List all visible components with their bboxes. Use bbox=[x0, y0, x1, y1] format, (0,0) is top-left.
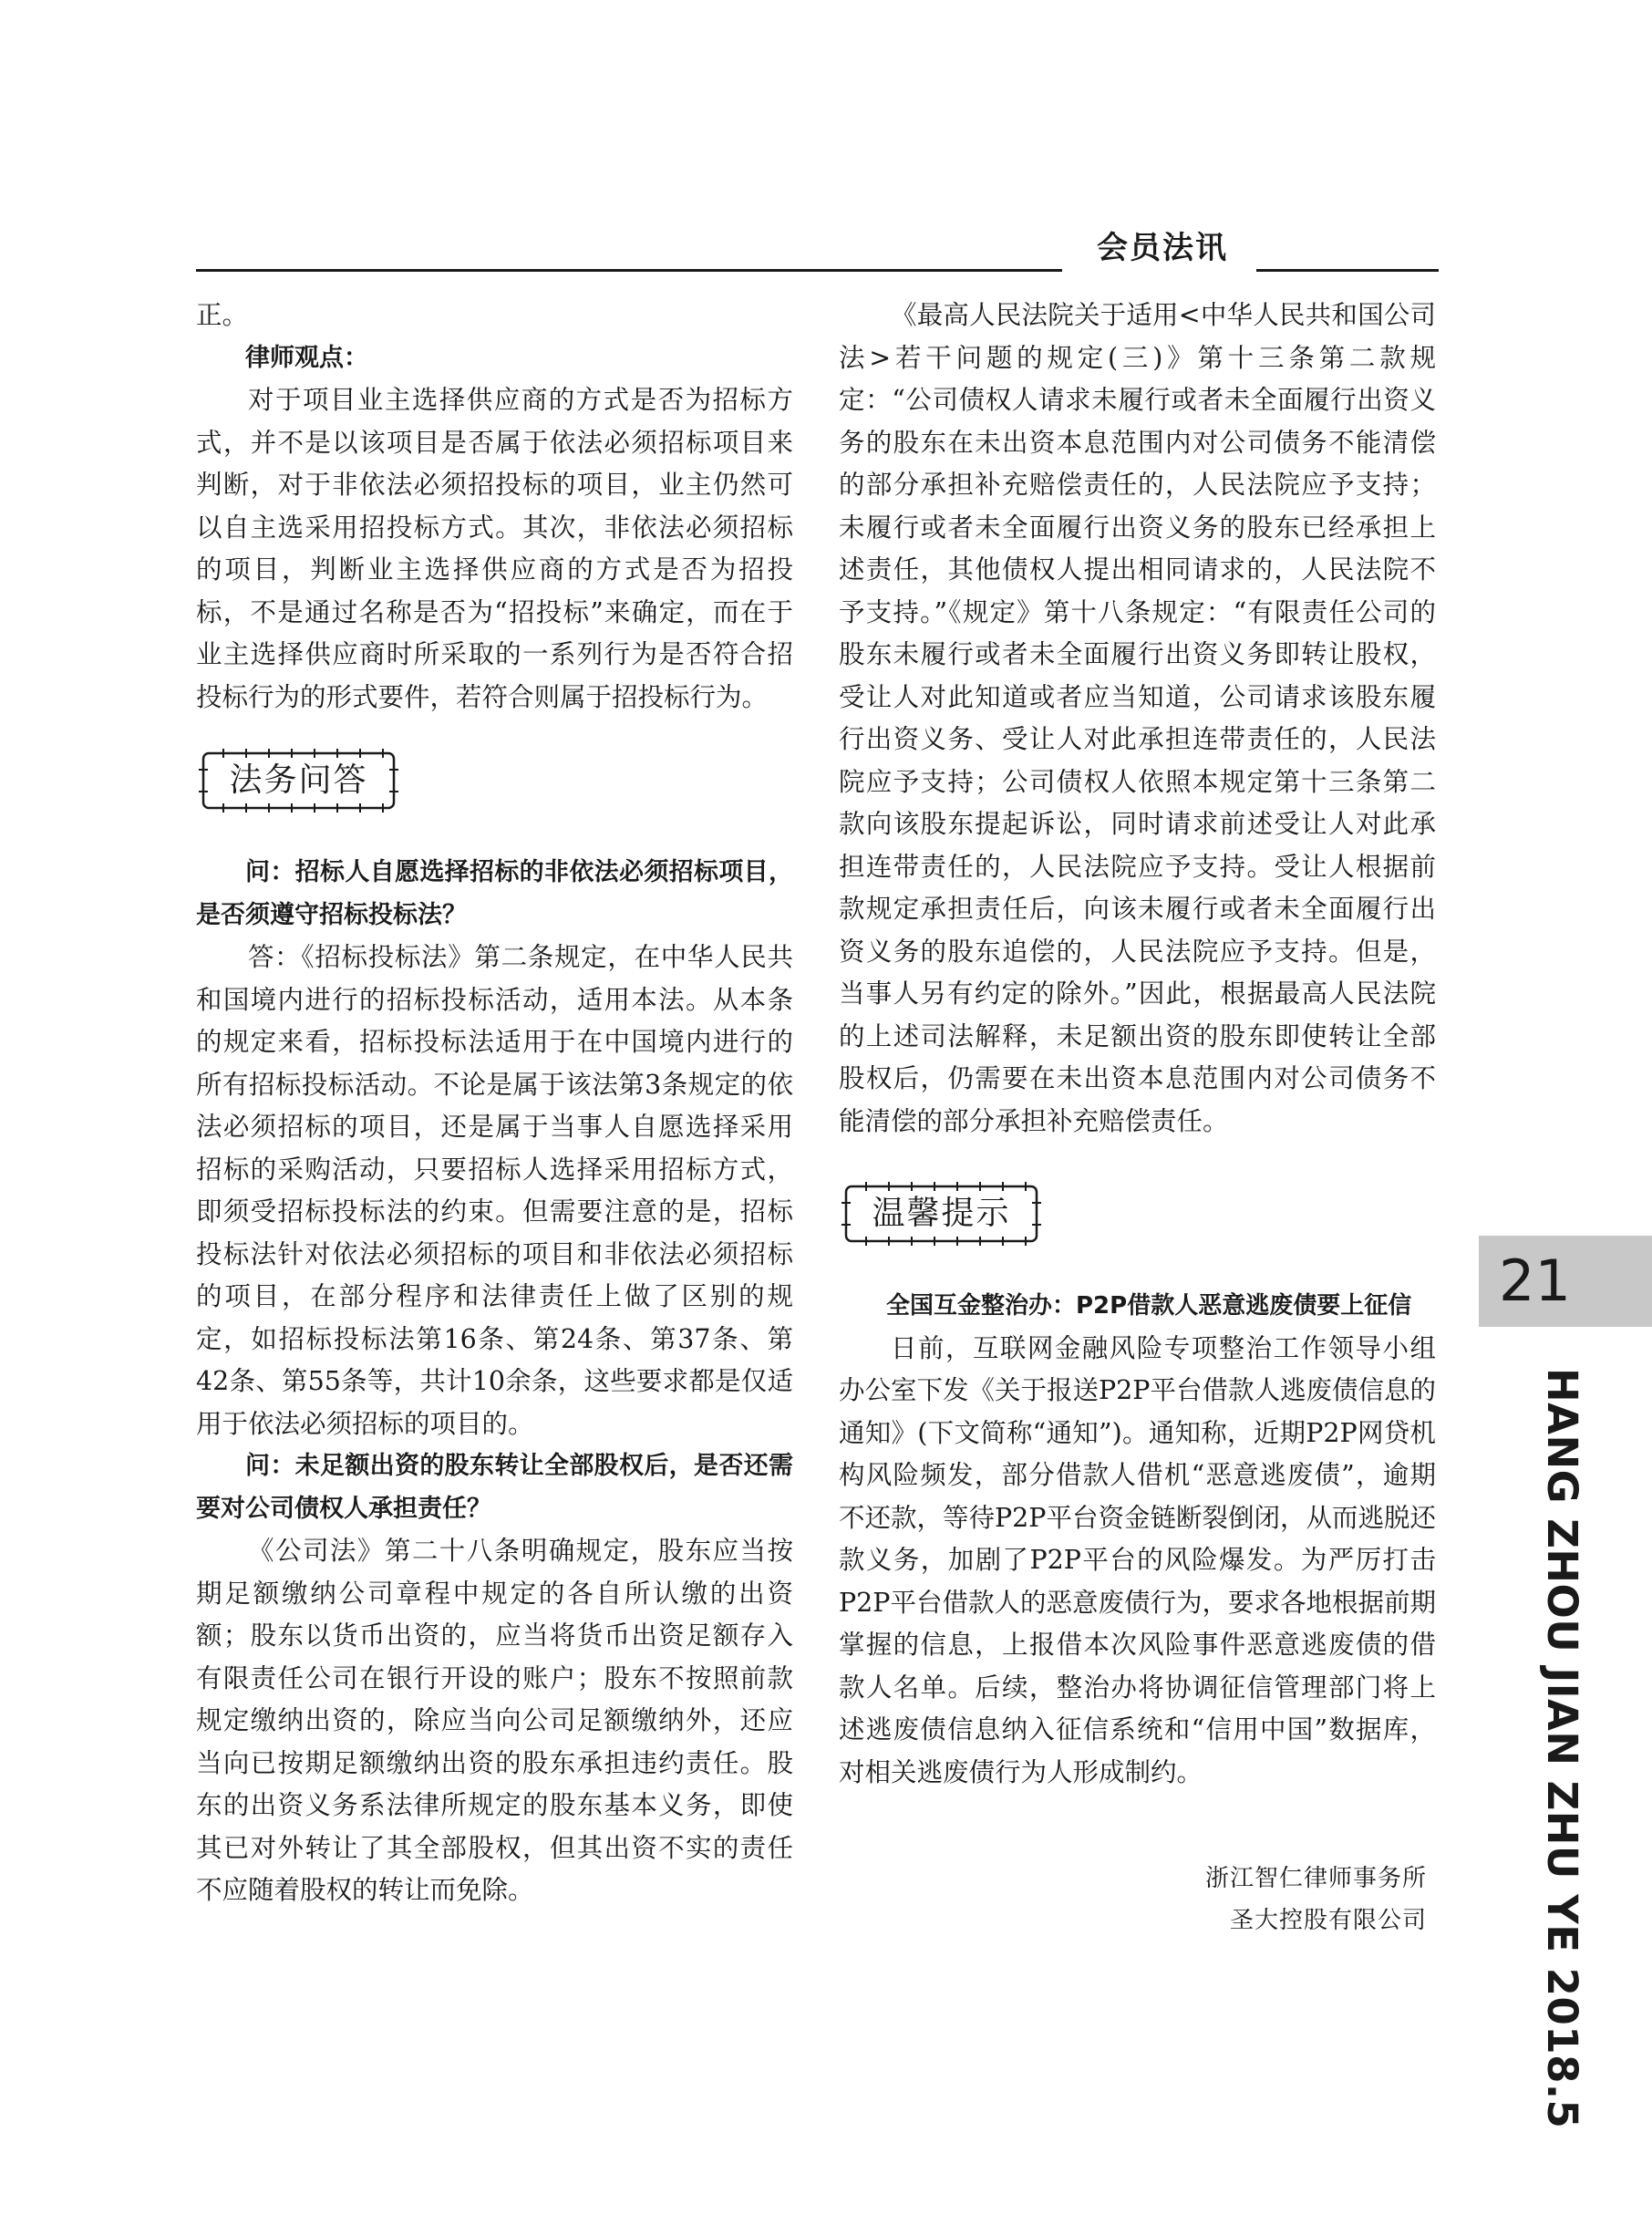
section-header-title: 会员法讯 bbox=[1097, 230, 1228, 266]
header-rule-right bbox=[1256, 269, 1439, 272]
right-column bbox=[839, 295, 1436, 1941]
signature-company: 圣大控股有限公司 bbox=[1229, 1907, 1427, 1934]
section-box-tips bbox=[839, 1179, 1044, 1248]
judicial-interpretation-text: 《最高人民法院关于适用<中华人民共和国公司法>若干问题的规定(三)》第十三条第二款规定：“公司债权人请求未履行或者未全面履行出资义务的股东在未出资本息范围内对公司债务不能清偿的部分承担补充赔偿责任的，人民法院应予支持；未履行或者未全面履行出资义务的股东已经承担上述责任，其他债权人提出相同请求的，人民法院不予支持。”《规定》第十八条规定：“有限责任公司的股东未履行或者未全面履行出资义务即转让股权，受让人对此知道或者应当知道，公司请求该股东履行出资义务、受让人对此承担连带责任的，人民法院应予支持；公司债权人依照本规定第十三条第二款向该股东提起诉讼，同时请求前述受让人对此承担连带责任的，人民法院应予支持。受让人根据前款规定承担责任后，向该未履行或者未全面履行出资义务的股东追偿的，人民法院应予支持。但是，当事人另有约定的除外。”因此，根据最高人民法院的上述司法解释，未足额出资的股东即使转让全部股权后，仍需要在未出资本息范围内对公司债务不能清偿的部分承担补充赔偿责任。 bbox=[839, 300, 1436, 1136]
question-1: 问：招标人自愿选择招标的非依法必须招标项目，是否须遵守招标投标法？ bbox=[196, 858, 793, 929]
news-title: 全国互金整治办：P2P借款人恶意逃废债要上征信 bbox=[886, 1292, 1412, 1320]
magazine-vertical-title bbox=[1534, 1368, 1598, 2129]
signature-law-firm: 浙江智仁律师事务所 bbox=[1204, 1865, 1427, 1892]
answer-2: 《公司法》第二十八条明确规定，股东应当按期足额缴纳公司章程中规定的各自所认缴的出资额；股东以货币出资的，应当将货币出资足额存入有限责任公司在银行开设的账户；股东不按照前款规定缴纳出资的，除应当向公司足额缴纳外，还应当向已按期足额缴纳出资的股东承担违约责任。股东的出资义务系法律所规定的股东基本义务，即使其已对外转让了其全部股权，但其出资不实的责任不应随着股权的转让而免除。 bbox=[196, 1536, 793, 1905]
answer-1: 答：《招标投标法》第二条规定，在中华人民共和国境内进行的招标投标活动，适用本法。从本条的规定来看，招标投标法适用于在中国境内进行的所有招标投标活动。不论是属于该法第3条规定的依法必须招标的项目，还是属于当事人自愿选择采用招标的采购活动，只要招标人选择采用招标方式，即须受招标投标法的约束。但需要注意的是，招标投标法针对依法必须招标的项目和非依法必须招标的项目，在部分程序和法律责任上做了区别的规定，如招标投标法第16条、第24条、第37条、第42条、第55条等，共计10余条，这些要求都是仅适用于依法必须招标的项目的。 bbox=[196, 942, 793, 1439]
lawyer-opinion-text: 对于项目业主选择供应商的方式是否为招标方式，并不是以该项目是否属于依法必须招标项目来判断，对于非依法必须招投标的项目，业主仍然可以自主选采用招投标方式。其次，非依法必须招标的项目，判断业主选择供应商的方式是否为招投标，不是通过名称是否为“招投标”来确定，而在于业主选择供应商时所采取的一系列行为是否符合招投标行为的形式要件，若符合则属于招投标行为。 bbox=[196, 385, 793, 712]
section-box-legal-qa bbox=[196, 746, 401, 815]
lawyer-opinion-heading: 律师观点： bbox=[245, 343, 368, 372]
continued-paragraph: 正。 bbox=[196, 300, 249, 330]
page-number-tab: 21 bbox=[1479, 1236, 1652, 1327]
header-rule-left bbox=[196, 269, 1062, 272]
signature-block bbox=[839, 1858, 1436, 1941]
question-2: 问：未足额出资的股东转让全部股权后，是否还需要对公司债权人承担责任？ bbox=[196, 1452, 793, 1523]
magazine-title-text: HANG ZHOU JIAN ZHU YE 2018.5 bbox=[1538, 1368, 1586, 2129]
section-label-legal-qa: 法务问答 bbox=[229, 761, 368, 799]
left-column bbox=[196, 295, 793, 1912]
section-label-tips: 温馨提示 bbox=[872, 1195, 1011, 1232]
news-body: 日前，互联网金融风险专项整治工作领导小组办公室下发《关于报送P2P平台借款人逃废债信息的通知》(下文简称“通知”)。通知称，近期P2P网贷机构风险频发，部分借款人借机“恶意逃废债”，逾期不还款，等待P2P平台资金链断裂倒闭，从而逃脱还款义务，加剧了P2P平台的风险爆发。为严厉打击P2P平台借款人的恶意废债行为，要求各地根据前期掌握的信息，上报借本次风险事件恶意逃废债的借款人名单。后续，整治办将协调征信管理部门将上述逃废债信息纳入征信系统和“信用中国”数据库，对相关逃废债行为人形成制约。 bbox=[839, 1332, 1436, 1787]
